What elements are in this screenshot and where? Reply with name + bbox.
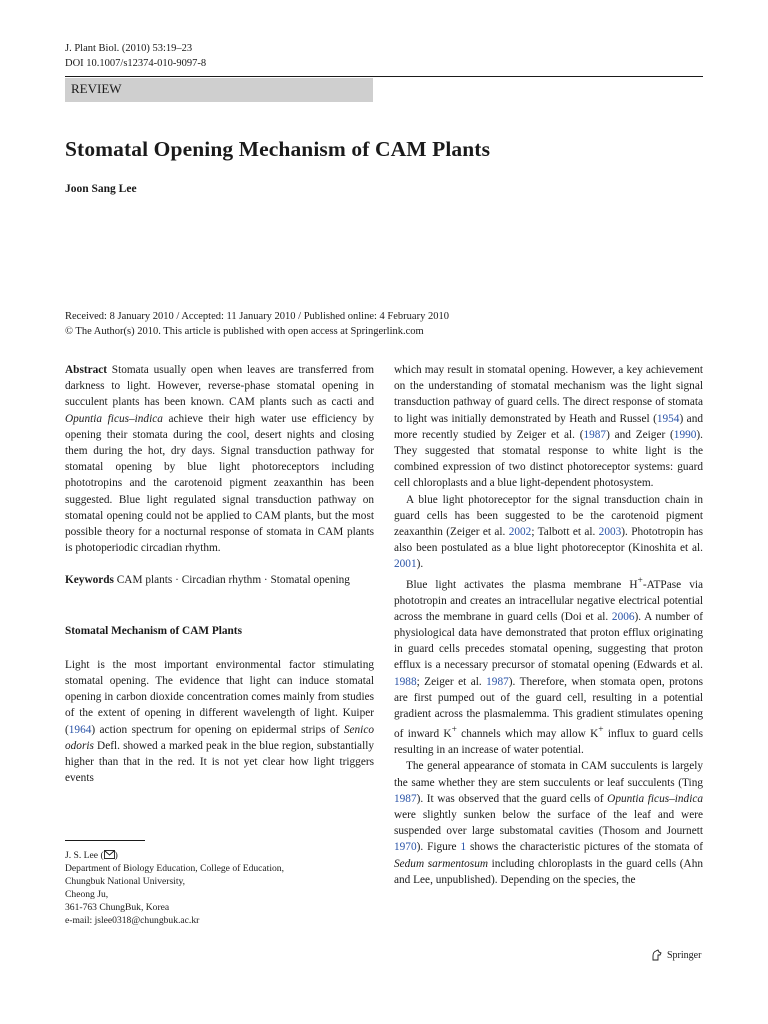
citation-link[interactable]: 1970 <box>394 841 417 854</box>
citation-link[interactable]: 2006 <box>611 610 635 623</box>
body-text: ). Phototropin has also been postulated as a blue light photoreceptor (Kinoshita et al. <box>394 526 703 555</box>
body-text: ). A number of physiological data have demonstrated that proton efflux originating in guard cells precedes stomatal opening, suggesting that proton efflux is a necessary precursor of stomatal opening (Edwards et al. <box>394 610 703 672</box>
affiliation-line: Department of Biology Education, College of Education, <box>65 863 285 874</box>
citation-link[interactable]: 1988 <box>394 675 417 688</box>
body-text: were slightly sunken below the surface of the leaf and were suspended over large substomatal cavities (Thosom and Journett <box>394 809 703 838</box>
article-title: Stomatal Opening Mechanism of CAM Plants <box>65 137 491 161</box>
left-column <box>65 362 374 786</box>
header-rule <box>65 76 703 77</box>
keywords-label: Keywords <box>65 574 114 587</box>
journal-doi[interactable]: DOI 10.1007/s12374-010-9097-8 <box>65 58 207 69</box>
body-text: ). Figure <box>416 841 461 854</box>
body-text: ) and more recently studied by Zeiger et al. ( <box>394 412 703 441</box>
body-text: influx to guard cells resulting in an increase of water potential. <box>394 728 703 757</box>
abstract-text: Stomata usually open when leaves are transferred from darkness to light. However, reverse-phase stomatal opening in succulent plants has been known. CAM plants such as cacti and <box>65 364 374 409</box>
right-column <box>394 362 703 888</box>
author-email[interactable]: e-mail: jslee0318@chungbuk.ac.kr <box>65 915 200 926</box>
journal-citation: J. Plant Biol. (2010) 53:19–23 <box>65 43 193 54</box>
publication-info <box>65 309 449 339</box>
superscript: + <box>451 725 457 736</box>
body-paragraph-3 <box>394 573 703 759</box>
species-name: Senico odoris <box>65 723 374 752</box>
citation-link[interactable]: 2003 <box>598 526 622 539</box>
body-text: shows the characteristic pictures of the stomata of <box>466 841 703 854</box>
species-name: Sedum sarmentosum <box>394 857 489 870</box>
body-text: ). Therefore, when stomata open, protons are first pumped out of the guard cell, resulting in a potential gradient across the plasmalemma. This gradient stimulates opening of inward K <box>394 675 703 740</box>
species-name: Opuntia ficus–indica <box>607 792 703 805</box>
superscript: + <box>598 725 604 736</box>
body-text: including chloroplasts in the guard cells (Ahn and Lee, unpublished). Depending on the species, the <box>394 857 703 886</box>
citation-link[interactable]: 1964 <box>68 723 92 736</box>
affiliation-line: Chungbuk National University, <box>65 876 186 887</box>
citation-link[interactable]: 2002 <box>508 526 532 539</box>
citation-link[interactable]: 1987 <box>394 792 417 805</box>
footnote-author <box>65 849 284 862</box>
keywords-text: CAM plants · Circadian rhythm · Stomatal opening <box>113 574 350 587</box>
copyright-line: © The Author(s) 2010. This article is published with open access at Springerlink.com <box>65 326 424 337</box>
body-text: -ATPase via phototropin and creates an intracellular negative electrical potential across the membrane in guard cells (Doi et al. <box>394 578 703 623</box>
citation-link[interactable]: 1987 <box>583 428 607 441</box>
figure-link[interactable]: 1 <box>460 841 467 854</box>
body-text: Light is the most important environmental factor stimulating stomatal opening. The evidence that light can induce stomatal opening in carbon dioxide concentration comes mainly from studies of the extent of opening in different wavelength of light. Kuiper ( <box>65 658 374 736</box>
author-footnote <box>65 849 284 927</box>
body-text: ; Talbott et al. <box>531 526 599 539</box>
footnote-author-name: J. S. Lee ( <box>65 850 104 861</box>
section-heading: Stomatal Mechanism of CAM Plants <box>65 624 242 637</box>
footnote-rule <box>65 840 145 841</box>
body-text: channels which may allow K <box>456 728 599 740</box>
body-text: Blue light activates the plasma membrane H <box>406 578 638 591</box>
body-text: A blue light photoreceptor for the signal transduction chain in guard cells has been suggested to be the carotenoid pigment zeaxanthin (Zeiger et al. <box>394 493 703 539</box>
citation-link[interactable]: 1987 <box>486 675 509 688</box>
envelope-icon[interactable] <box>104 850 115 859</box>
author-name: Joon Sang Lee <box>65 183 137 195</box>
article-type-bar: REVIEW <box>65 78 373 102</box>
body-text: ) action spectrum for opening on epidermal strips of <box>91 723 344 736</box>
abstract-text-continued: achieve their high water use efficiency by opening their stomata during the cool, desert nights and closing them during the hot, dry days. Signal transduction pathway for stomatal opening by blue light photoreceptors including phototropins and the carotenoid pigment zeaxanthin has been suggested. Blue light regulated signal transduction pathway on stomatal opening could not be applied to CAM plants, but the most possible theory for a nocturnal response of stomata in CAM plants is photoperiodic circadian rhythm. <box>65 412 374 555</box>
body-text: ). It was observed that the guard cells of <box>416 792 608 805</box>
springer-horse-icon <box>651 949 663 961</box>
body-text: ; Zeiger et al. <box>416 675 487 688</box>
citation-link[interactable]: 2001 <box>394 558 417 571</box>
body-paragraph-4 <box>394 758 703 888</box>
body-text: ) and Zeiger ( <box>606 428 674 441</box>
body-text: Defl. showed a marked peak in the blue region, substantially higher than that in the red. It is not yet clear how light triggers events <box>65 739 374 785</box>
body-text: ). <box>416 558 424 571</box>
body-paragraph-1 <box>394 362 703 492</box>
abstract <box>65 362 374 556</box>
body-text: which may result in stomatal opening. However, a key achievement on the understanding of stomatal mechanism was the light signal transduction pathway of guard cells. The direct response of stomata to light was initially demonstrated by Heath and Russel ( <box>394 364 703 425</box>
publisher-name: Springer <box>667 949 702 961</box>
superscript: + <box>637 575 643 586</box>
citation-link[interactable]: 1990 <box>673 428 697 441</box>
abstract-species: Opuntia ficus–indica <box>65 412 163 425</box>
footnote-paren: ) <box>114 850 118 861</box>
publisher-logo <box>651 949 701 961</box>
affiliation-line: 361-763 ChungBuk, Korea <box>65 902 170 913</box>
body-text: The general appearance of stomata in CAM succulents is largely the same whether they are stem succulents or leaf succulents (Ting <box>394 760 703 789</box>
body-text: ). They suggested that stomatal response to white light is the combined expression of two distinct photoreceptor systems: guard cell chloroplasts and a blue light-dependent photosystem. <box>394 428 703 490</box>
affiliation-line: Cheong Ju, <box>65 889 109 900</box>
body-paragraph-2 <box>394 492 703 573</box>
journal-header <box>65 41 206 71</box>
body-paragraph <box>65 657 374 787</box>
abstract-label: Abstract <box>65 364 108 376</box>
citation-link[interactable]: 1954 <box>656 412 680 425</box>
publication-dates: Received: 8 January 2010 / Accepted: 11 January 2010 / Published online: 4 February 2010 <box>65 311 449 322</box>
keywords <box>65 572 374 588</box>
